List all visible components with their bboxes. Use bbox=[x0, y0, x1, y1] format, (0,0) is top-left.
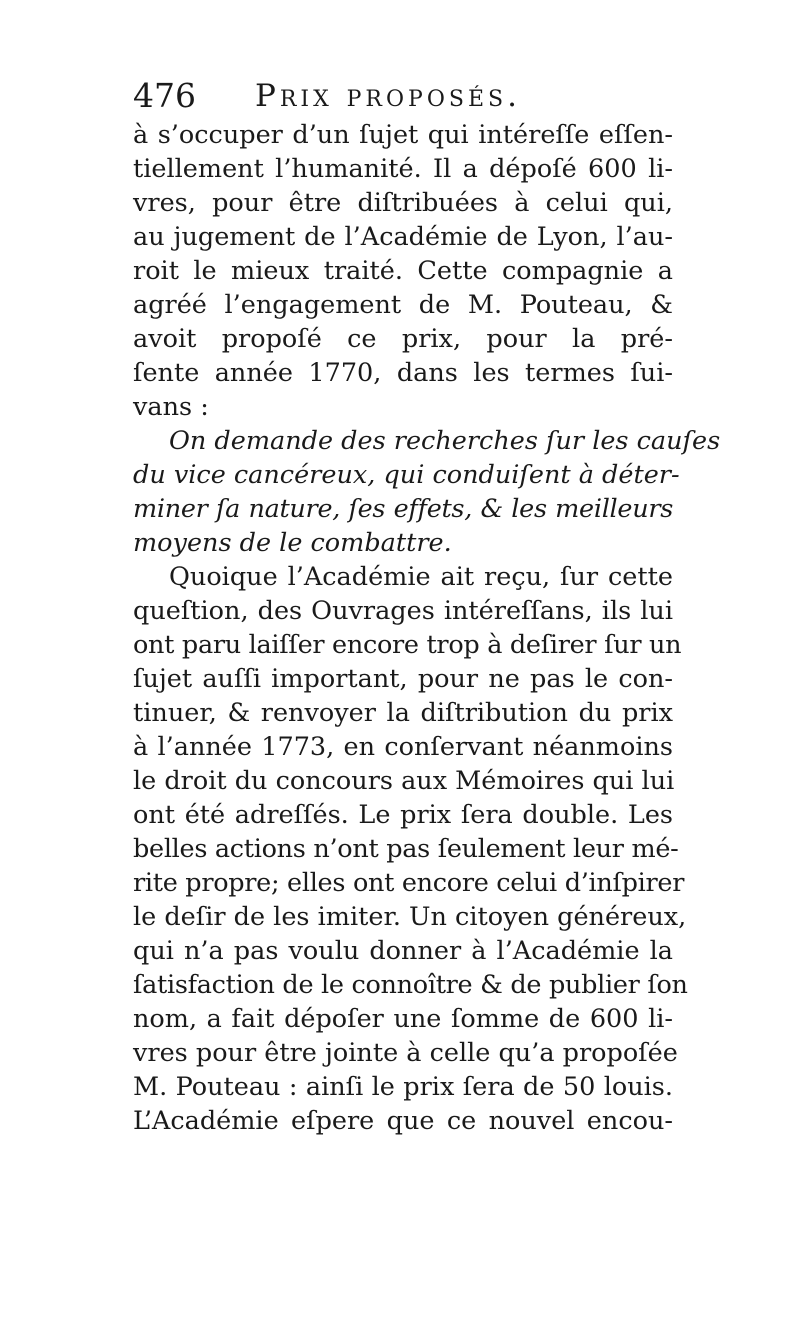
text-line: rite propre; elles ont encore celui d’inſpirer bbox=[133, 868, 685, 898]
text-line: miner ſa nature, ſes effets, & les meilleurs bbox=[133, 494, 673, 524]
text-line: queſtion, des Ouvrages intéreſſans, ils lui bbox=[133, 596, 673, 626]
text-line: avoit propoſé ce prix, pour la pré- bbox=[133, 324, 673, 354]
prize-question bbox=[133, 424, 721, 560]
text-line: du vice cancéreux, qui conduiſent à déter- bbox=[133, 460, 680, 490]
page-header bbox=[133, 70, 673, 122]
paragraph-main bbox=[133, 560, 688, 1138]
text-line: à s’occuper d’un ſujet qui intéreſſe eſſen- bbox=[133, 120, 673, 150]
text-line: ſatisfaction de le connoître & de publier ſon bbox=[133, 970, 688, 1000]
text-line: nom, a fait dépoſer une ſomme de 600 li- bbox=[133, 1004, 673, 1034]
text-line: ont été adreſſés. Le prix ſera double. Les bbox=[133, 800, 673, 830]
text-line: roit le mieux traité. Cette compagnie a bbox=[133, 256, 673, 286]
text-line: agréé l’engagement de M. Pouteau, & bbox=[133, 290, 673, 320]
text-line: L’Académie eſpere que ce nouvel encou- bbox=[133, 1106, 673, 1136]
text-line: vans : bbox=[133, 392, 209, 422]
text-line: moyens de le combattre. bbox=[133, 528, 452, 558]
text-line: tiellement l’humanité. Il a dépoſé 600 li- bbox=[133, 154, 673, 184]
text-line: ſente année 1770, dans les termes ſui- bbox=[133, 358, 673, 388]
text-line: M. Pouteau : ainſi le prix ſera de 50 louis. bbox=[133, 1072, 673, 1102]
text-line: au jugement de l’Académie de Lyon, l’au- bbox=[133, 222, 673, 252]
text-line: le droit du concours aux Mémoires qui lui bbox=[133, 766, 675, 796]
body-text bbox=[133, 118, 721, 1138]
text-line: vres pour être jointe à celle qu’a propoſée bbox=[133, 1038, 678, 1068]
text-line: vres, pour être diſtribuées à celui qui, bbox=[133, 188, 673, 218]
text-line: Quoique l’Académie ait reçu, ſur cette bbox=[169, 562, 673, 592]
text-line: qui n’a pas voulu donner à l’Académie la bbox=[133, 936, 673, 966]
text-line: le deſir de les imiter. Un citoyen généreux, bbox=[133, 902, 687, 932]
paragraph-intro bbox=[133, 118, 673, 424]
page-number: 476 bbox=[133, 76, 196, 115]
text-line: à l’année 1773, en conſervant néanmoins bbox=[133, 732, 673, 762]
running-head: Prix proposés. bbox=[255, 78, 521, 114]
text-line: tinuer, & renvoyer la diſtribution du prix bbox=[133, 698, 673, 728]
text-line: ſujet auſſi important, pour ne pas le con- bbox=[133, 664, 673, 694]
text-line: ont paru laiſſer encore trop à deſirer ſur un bbox=[133, 630, 682, 660]
text-line: On demande des recherches ſur les cauſes bbox=[169, 426, 721, 456]
text-line: belles actions n’ont pas ſeulement leur mé- bbox=[133, 834, 679, 864]
